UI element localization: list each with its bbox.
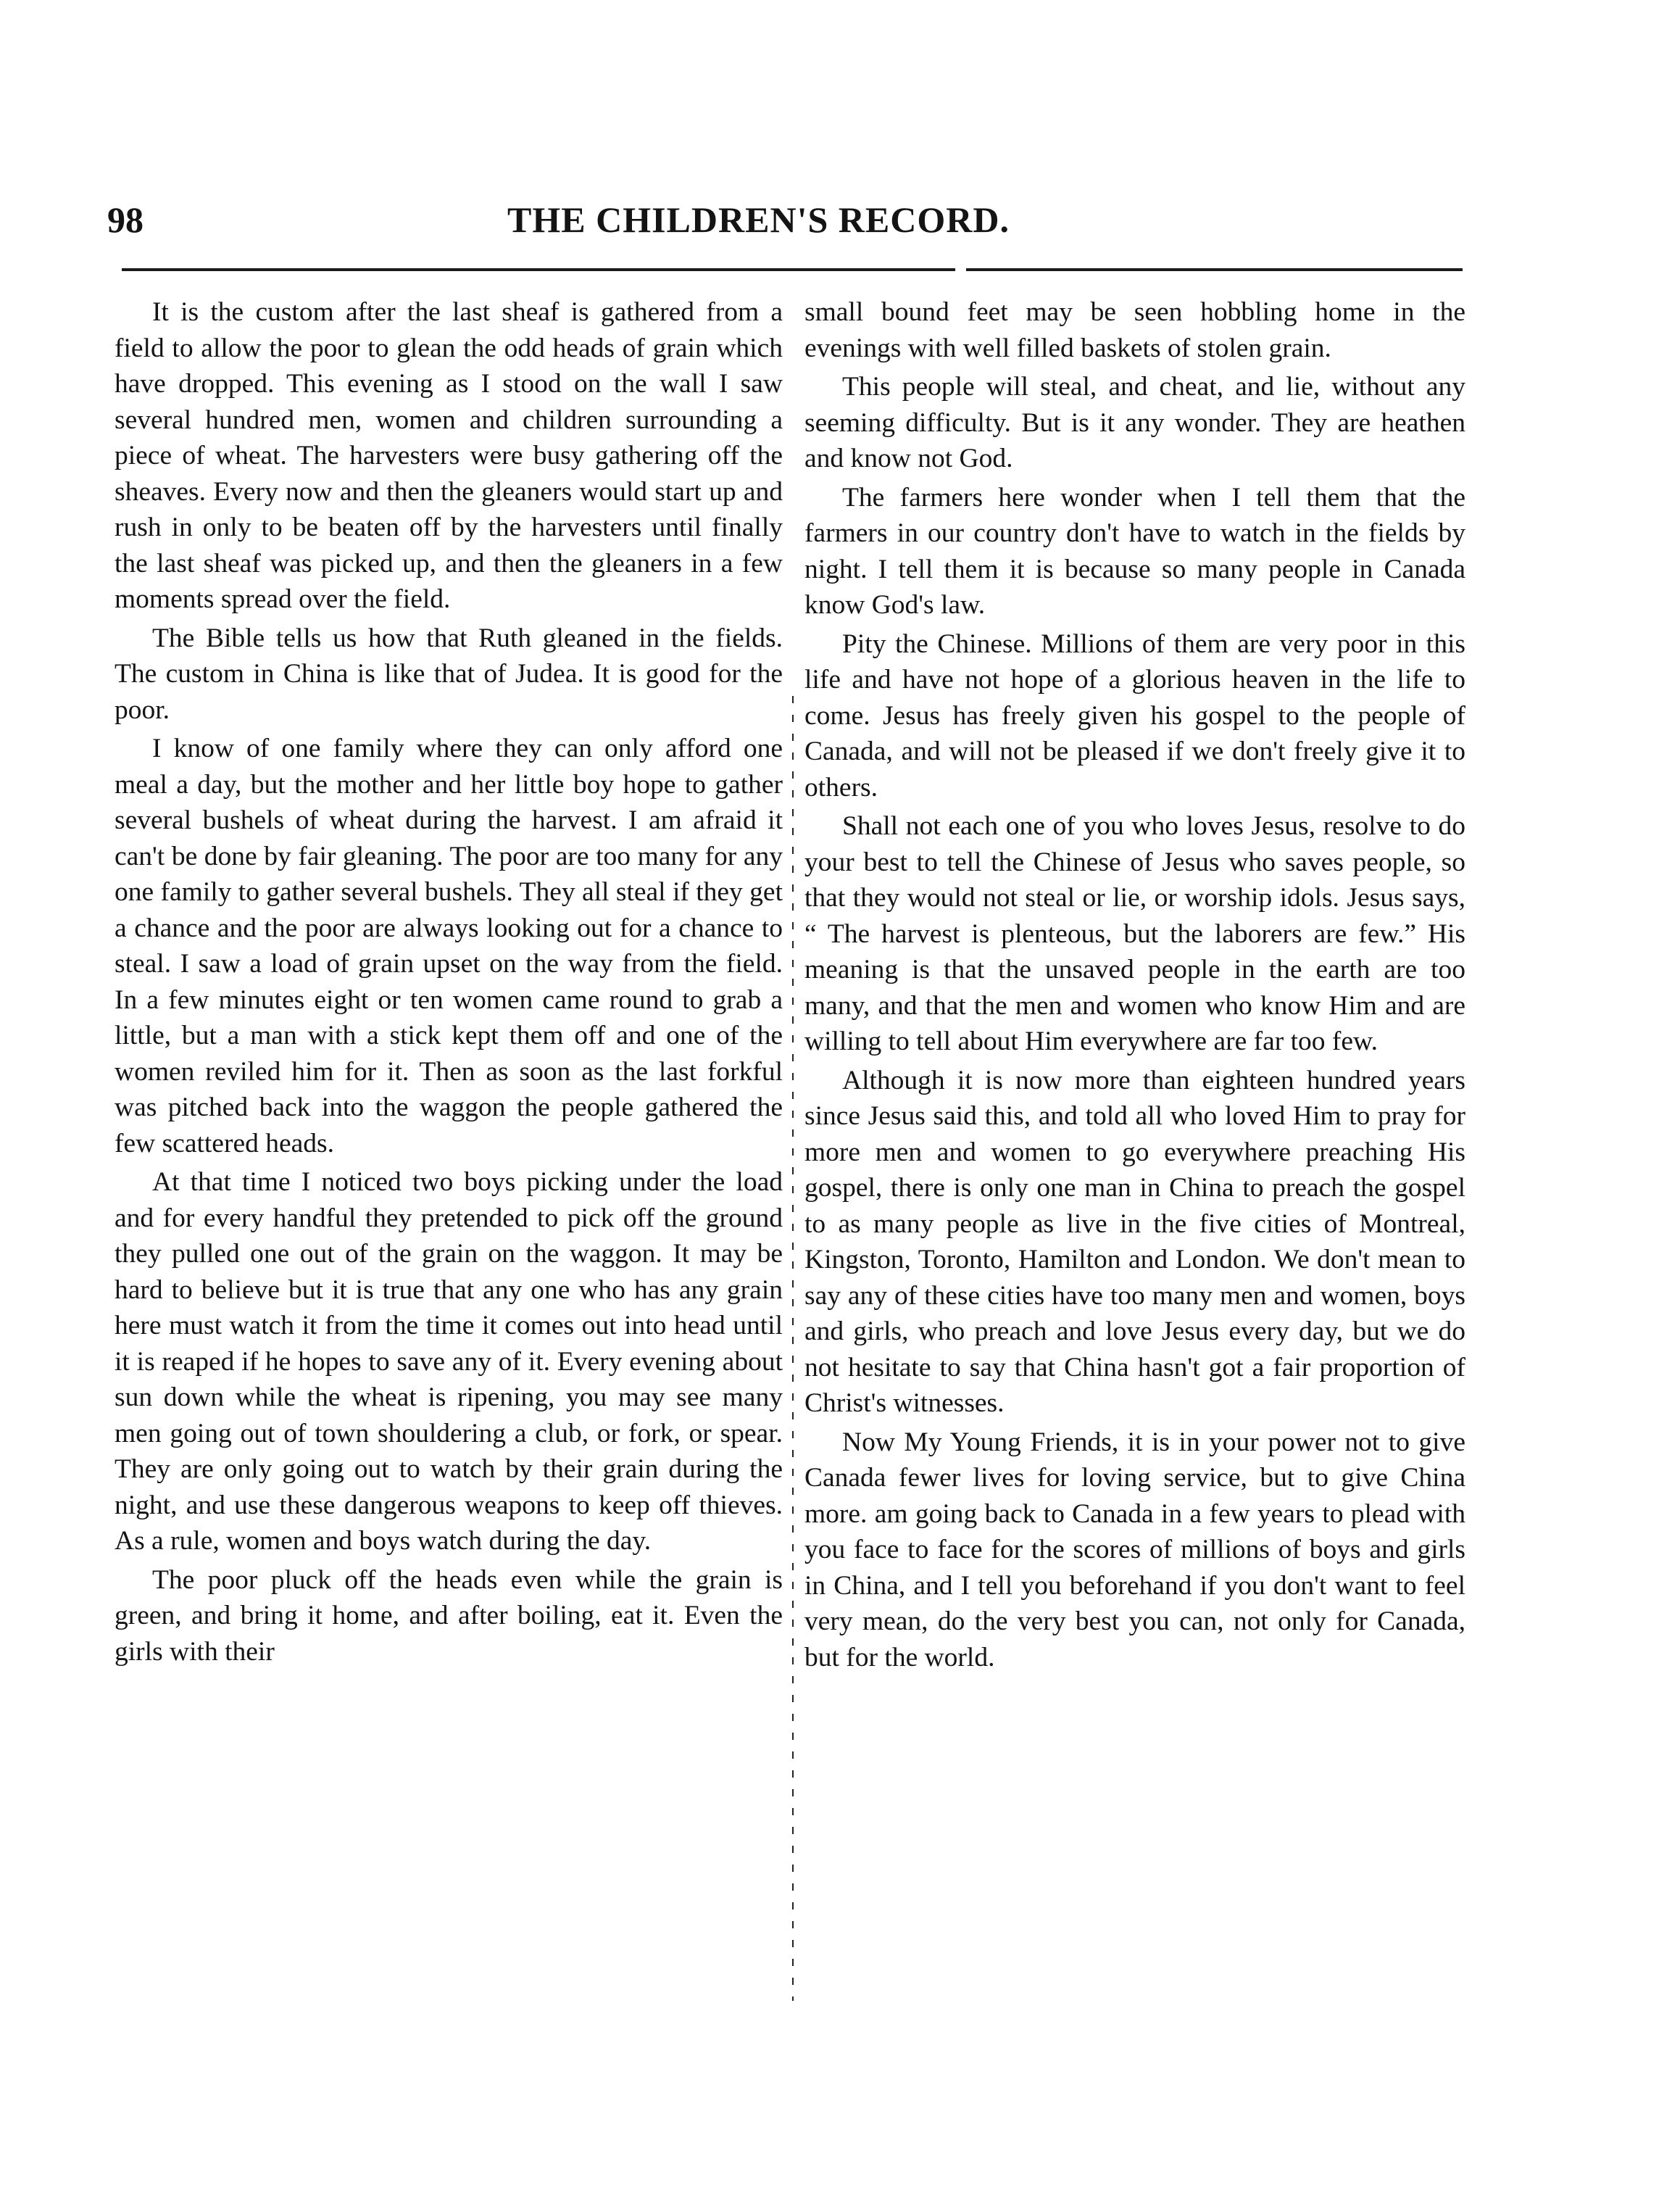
paragraph-ruth: The Bible tells us how that Ruth gleaned in the fields. The custom in China is like that of Judea. It is good for the poor. bbox=[115, 623, 783, 725]
paragraph-young-friends: Now My Young Friends, it is in your power not to give Canada fewer lives for loving service, but to give China more. am going back to Canada in a few years to plead with you face to face for the scores of millions of boys and girls in China, and I tell you beforehand if you don't want to feel very mean, do the very best you can, not only for Canada, but for the world. bbox=[804, 1427, 1465, 1672]
paragraph-loves-jesus: Shall not each one of you who loves Jesus, resolve to do your best to tell the Chinese of Jesus who saves people, so that they would not steal or lie, or worship idols. Jesus says, “ The harvest is plenteous, but the laborers are few.” His meaning is that the unsaved people in the earth are too many, and that the men and women who know Him and are willing to tell about Him everywhere are far too few. bbox=[804, 811, 1465, 1056]
paragraph-two-boys: At that time I noticed two boys picking under the load and for every handful they pretended to pick off the ground they pulled one out of the grain on the waggon. It may be hard to believe but it is true that any one who has any grain here must watch it from the time it comes out into head until it is reaped if he hopes to save any of it. Every evening about sun down while the wheat is ripening, you may see many men going out of town shouldering a club, or fork, or spear. They are only going out to watch by their grain during the night, and use these dangerous weapons to keep off thieves. As a rule, women and boys watch during the day. bbox=[115, 1167, 783, 1556]
column-divider bbox=[792, 696, 794, 2001]
header-rule-right bbox=[966, 268, 1463, 271]
header-rule-left bbox=[122, 268, 955, 271]
paragraph-steal-cheat: This people will steal, and cheat, and lie, without any seeming difficulty. But is it any wonder. They are heathen and know not God. bbox=[804, 372, 1465, 473]
paragraph-gleaning-custom: It is the custom after the last sheaf is gathered from a field to allow the poor to glean the odd heads of grain which have dropped. This evening as I stood on the wall I saw several hundred men, women and children surrounding a piece of wheat. The harvesters were busy gathering off the sheaves. Every now and then the gleaners would start up and rush in only to be beaten off by the harvesters until finally the last sheaf was picked up, and then the gleaners in a few moments spread over the field. bbox=[115, 297, 783, 614]
paragraph-farmers: The farmers here wonder when I tell them that the farmers in our country don't have to watch in the fields by night. I tell them it is because so many people in Canada know God's law. bbox=[804, 482, 1465, 620]
page-number: 98 bbox=[107, 199, 144, 240]
paragraph-green-grain: The poor pluck off the heads even while the grain is green, and bring it home, and after boiling, eat it. Even the girls with their bbox=[115, 1564, 783, 1667]
paragraph-continuation: small bound feet may be seen hobbling home in the evenings with well filled baskets of stolen grain. bbox=[804, 297, 1465, 363]
paragraph-pity-chinese: Pity the Chinese. Millions of them are very poor in this life and have not hope of a glorious heaven in the life to come. Jesus has freely given his gospel to the people of Canada, and will not be pleased if we don't freely give it to others. bbox=[804, 629, 1465, 803]
paragraph-eighteen-hundred: Although it is now more than eighteen hundred years since Jesus said this, and told all who loved Him to pray for more men and women to go everywhere preaching His gospel, there is only one man in China to preach the gospel to as many people as live in the five cities of Montreal, Kingston, Toronto, Hamilton and London. We don't mean to say any of these cities have too many men and women, boys and girls, who preach and love Jesus every day, but we do not hesitate to say that China hasn't got a fair proportion of Christ's witnesses. bbox=[804, 1065, 1465, 1418]
page-title: THE CHILDREN'S RECORD. bbox=[507, 199, 1010, 240]
right-column bbox=[804, 294, 1465, 1678]
left-column bbox=[115, 294, 783, 1672]
paragraph-poor-family: I know of one family where they can only afford one meal a day, but the mother and her little boy hope to gather several bushels of wheat during the harvest. I am afraid it can't be done by fair gleaning. The poor are too many for any one family to gather several bushels. They all steal if they get a chance and the poor are always looking out for a chance to steal. I saw a load of grain upset on the way from the field. In a few minutes eight or ten women came round to grab a little, but a man with a stick kept them off and one of the women reviled him for it. Then as soon as the last forkful was pitched back into the waggon the people gathered the few scattered heads. bbox=[115, 734, 783, 1158]
